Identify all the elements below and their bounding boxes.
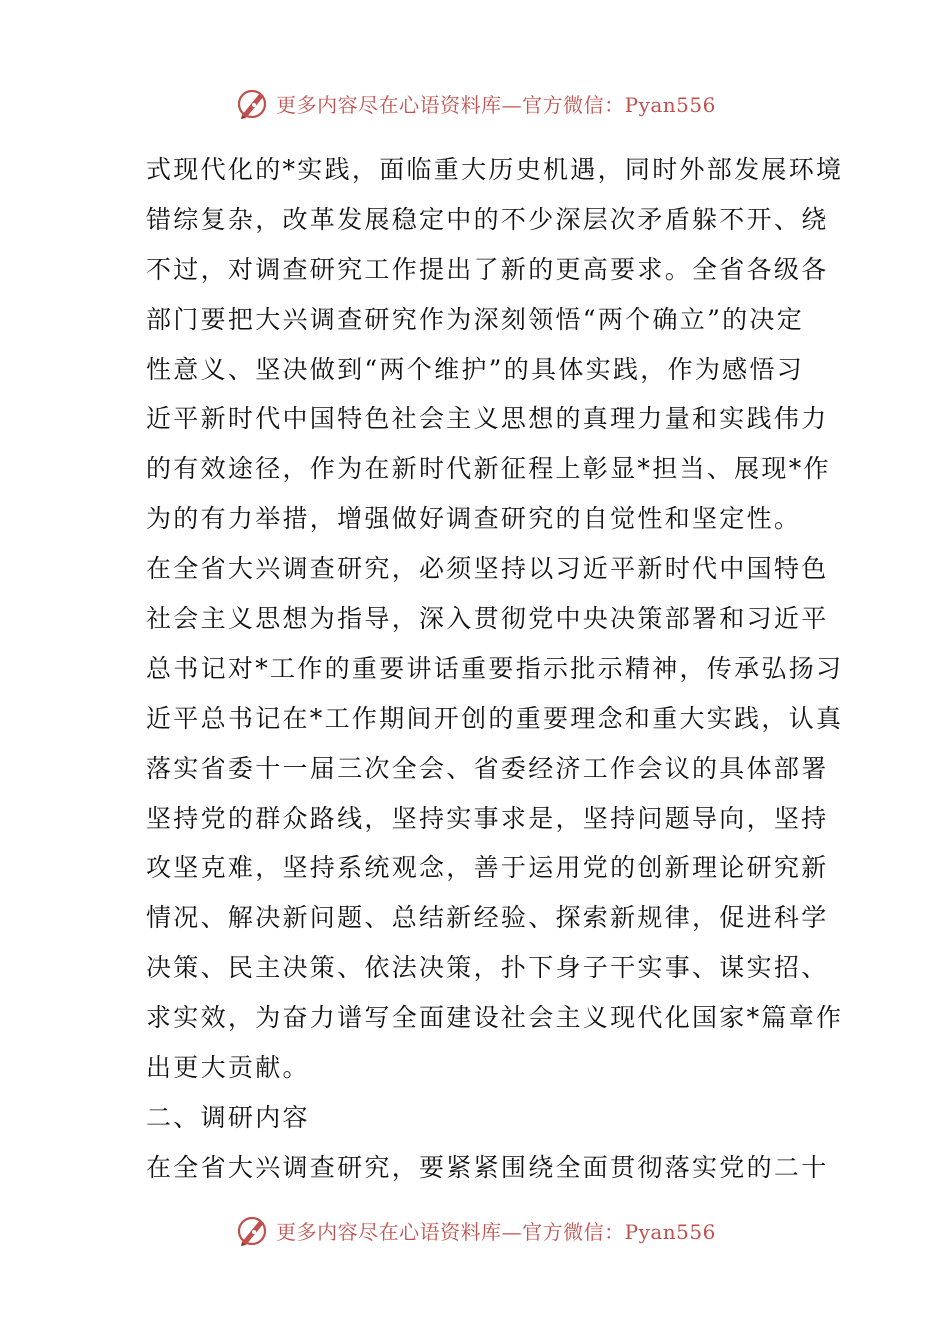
body-line: 为的有力举措，增强做好调查研究的自觉性和坚定性。 xyxy=(146,504,802,534)
section-heading: 二、调研内容 xyxy=(146,1102,310,1132)
body-line: 坚持党的群众路线，坚持实事求是，坚持问题导向，坚持 xyxy=(146,803,829,833)
watermark-text: 更多内容尽在心语资料库—官方微信：Pyan556 xyxy=(276,1219,716,1244)
body-line: 求实效，为奋力谱写全面建设社会主义现代化国家*篇章作 xyxy=(146,1003,844,1033)
footer-watermark xyxy=(0,1210,950,1250)
body-line: 出更大贡献。 xyxy=(146,1053,310,1083)
body-line: 近平总书记在*工作期间开创的重要理念和重大实践，认真 xyxy=(146,703,844,733)
body-line: 情况、解决新问题、总结新经验、探索新规律，促进科学 xyxy=(146,903,829,933)
header-watermark xyxy=(0,83,950,123)
body-line: 社会主义思想为指导，深入贯彻党中央决策部署和习近平 xyxy=(146,604,829,634)
body-line: 的有效途径，作为在新时代新征程上彰显*担当、展现*作 xyxy=(146,454,831,484)
document-body xyxy=(146,145,844,1193)
pen-in-circle-logo-icon xyxy=(234,85,270,121)
body-line: 在全省大兴调查研究，必须坚持以习近平新时代中国特色 xyxy=(146,554,829,584)
body-line: 落实省委十一届三次全会、省委经济工作会议的具体部署 xyxy=(146,753,829,783)
body-line: 近平新时代中国特色社会主义思想的真理力量和实践伟力 xyxy=(146,404,829,434)
body-line: 攻坚克难，坚持系统观念，善于运用党的创新理论研究新 xyxy=(146,853,829,883)
watermark-text: 更多内容尽在心语资料库—官方微信：Pyan556 xyxy=(276,92,716,117)
body-line: 部门要把大兴调查研究作为深刻领悟“两个确立”的决定 xyxy=(146,304,805,334)
body-line: 在全省大兴调查研究，要紧紧围绕全面贯彻落实党的二十 xyxy=(146,1152,829,1182)
body-line: 性意义、坚决做到“两个维护”的具体实践，作为感悟习 xyxy=(146,354,805,384)
pen-in-circle-logo-icon xyxy=(234,1212,270,1248)
body-line: 式现代化的*实践，面临重大历史机遇，同时外部发展环境 xyxy=(146,155,844,184)
body-line: 错综复杂，改革发展稳定中的不少深层次矛盾躲不开、绕 xyxy=(146,204,829,234)
body-line: 不过，对调查研究工作提出了新的更高要求。全省各级各 xyxy=(146,254,829,284)
body-line: 决策、民主决策、依法决策，扑下身子干实事、谋实招、 xyxy=(146,953,829,983)
body-line: 总书记对*工作的重要讲话重要指示批示精神，传承弘扬习 xyxy=(146,653,844,683)
